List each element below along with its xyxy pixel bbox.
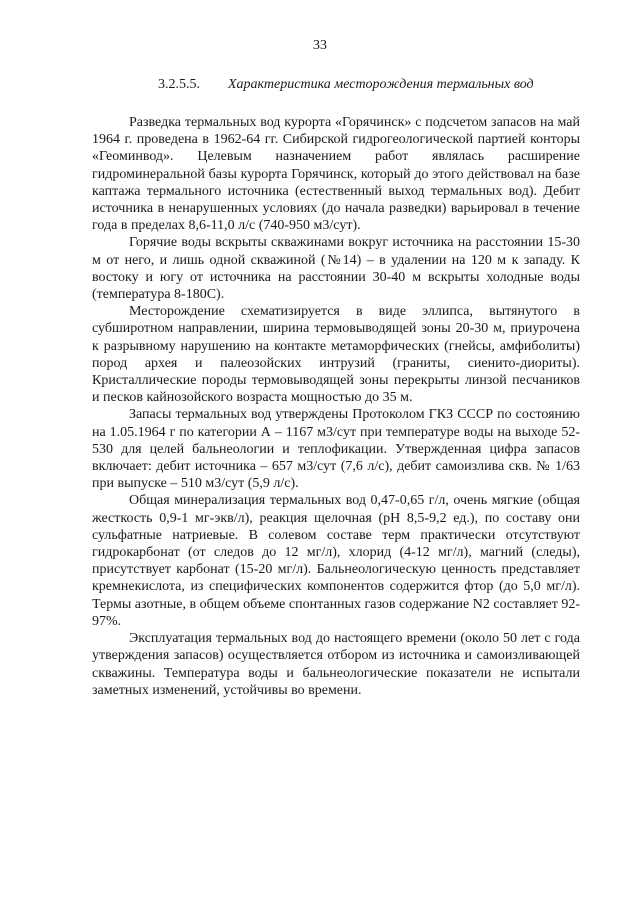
body-text (92, 114, 580, 699)
section-title: Характеристика месторождения термальных вод (228, 77, 534, 92)
page-number: 33 (313, 38, 327, 53)
paragraph-exploitation: Эксплуатация термальных вод до настоящего времени (около 50 лет с года утверждения запасов) осуществляется отбором из источника и самоизливающей скважины. Температура воды и бальнеологические показатели не испытали заметных изменений, устойчивы во времени. (92, 631, 580, 698)
section-number: 3.2.5.5. (158, 77, 200, 92)
paragraph-exploration: Разведка термальных вод курорта «Горячинск» с подсчетом запасов на май 1964 г. проведена в 1962-64 гг. Сибирской гидрогеологической партией конторы «Геоминвод». Целевым назначением работ являлась расширение гидроминеральной базы курорта Горячинск, который до этого действовал на базе каптажа термального источника (естественный выход термальных вод). Дебит источника в ненарушенных условиях (до начала разведки) варьировал в течение года в пределах 8,6-11,0 л/с (740-950 м3/сут). (92, 115, 580, 234)
paragraph-reserves: Запасы термальных вод утверждены Протоколом ГКЗ СССР по состоянию на 1.05.1964 г по категории А – 1167 м3/сут при температуре воды на выходе 52-530 для целей бальнеологии и теплофикации. Утвержденная цифра запасов включает: дебит источника – 657 м3/сут (7,6 л/с), дебит самоизлива скв. № 1/63 при выпуске – 510 м3/сут (5,9 л/с). (92, 407, 580, 492)
paragraph-composition: Общая минерализация термальных вод 0,47-0,65 г/л, очень мягкие (общая жесткость 0,9-1 мг-экв/л), реакция щелочная (рН 8,5-9,2 ед.), по составу они сульфатные натриевые. В солевом составе терм практически отсутствуют гидрокарбонат (от следов до 12 мг/л), хлорид (4-12 мг/л), магний (следы), присутствует карбонат (15-20 мг/л). Бальнеологическую ценность представляет кремнекислота, из специфических компонентов содержится фтор (до 5,0 мг/л). Термы азотные, в общем объеме спонтанных газов содержание N2 составляет 92-97%. (92, 493, 580, 629)
section-heading (158, 76, 534, 94)
paragraph-geology: Месторождение схематизируется в виде эллипса, вытянутого в субширотном направлении, ширина термовыводящей зоны 20-30 м, приурочена к разрывному нарушению на контакте метаморфических (гнейсы, амфиболиты) пород архея и палеозойских интрузий (граниты, сиенито-диориты). Кристаллические породы термовыводящей зоны перекрыты линзой песчаников и песков кайнозойского возраста мощностью до 35 м. (92, 304, 580, 406)
paragraph-wells: Горячие воды вскрыты скважинами вокруг источника на расстоянии 15-30 м от него, и лишь одной скважиной (№14) – в удалении на 120 м к западу. К востоку и югу от источника на расстоянии 30-40 м вскрыты холодные воды (температура 8-180С). (92, 235, 580, 303)
